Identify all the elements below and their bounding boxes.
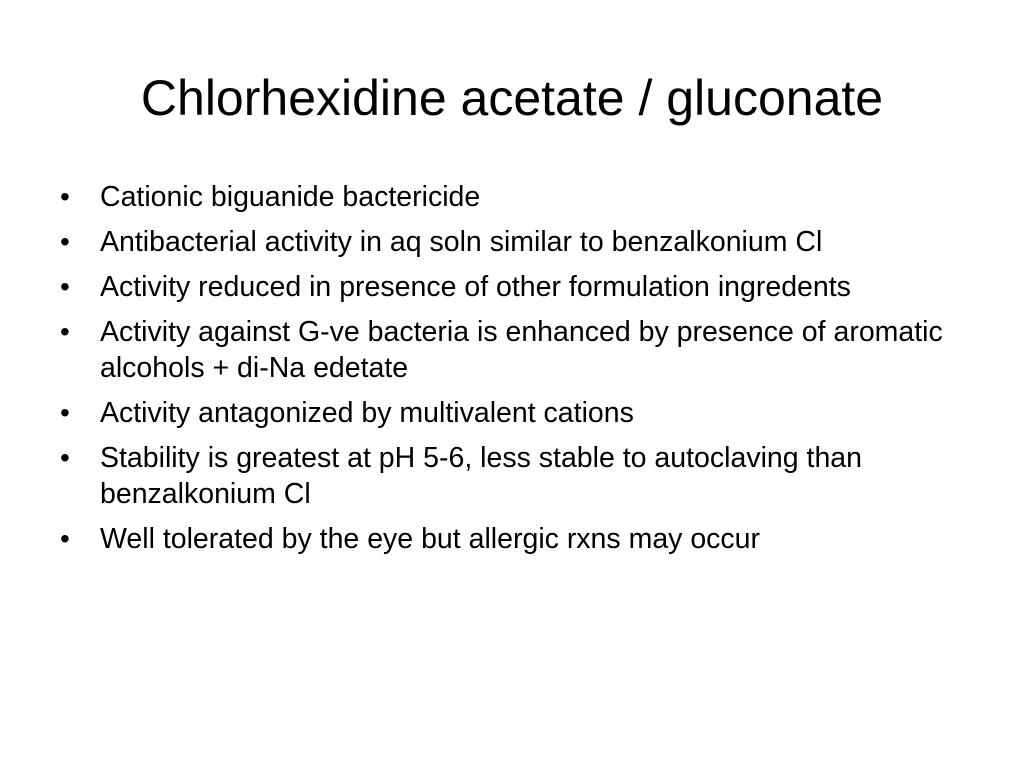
bullet-icon: • <box>60 397 70 428</box>
bullet-item <box>58 395 978 431</box>
bullet-item <box>58 179 978 215</box>
bullet-text: Well tolerated by the eye but allergic rxns may occur <box>100 523 761 555</box>
bullet-text: Stability is greatest at pH 5-6, less stable to autoclaving than benzalkonium Cl <box>100 442 862 510</box>
bullet-icon: • <box>60 271 70 302</box>
slide-title: Chlorhexidine acetate / gluconate <box>140 70 884 126</box>
bullet-item <box>58 224 978 260</box>
bullet-item <box>58 314 978 386</box>
bullet-text: Activity against G-ve bacteria is enhanced by presence of aromatic alcohols + di-Na edetate <box>100 316 943 384</box>
bullet-item <box>58 521 978 557</box>
bullet-icon: • <box>60 226 70 257</box>
bullet-text: Activity reduced in presence of other formulation ingredents <box>100 271 851 303</box>
bullet-text: Antibacterial activity in aq soln similar to benzalkonium Cl <box>100 226 823 258</box>
bullet-icon: • <box>60 442 70 473</box>
bullet-text: Activity antagonized by multivalent cations <box>100 397 634 429</box>
bullet-item <box>58 269 978 305</box>
bullet-list <box>58 179 978 566</box>
bullet-item <box>58 440 978 512</box>
bullet-icon: • <box>60 523 70 554</box>
bullet-icon: • <box>60 181 70 212</box>
bullet-text: Cationic biguanide bactericide <box>100 181 481 213</box>
bullet-icon: • <box>60 316 70 347</box>
